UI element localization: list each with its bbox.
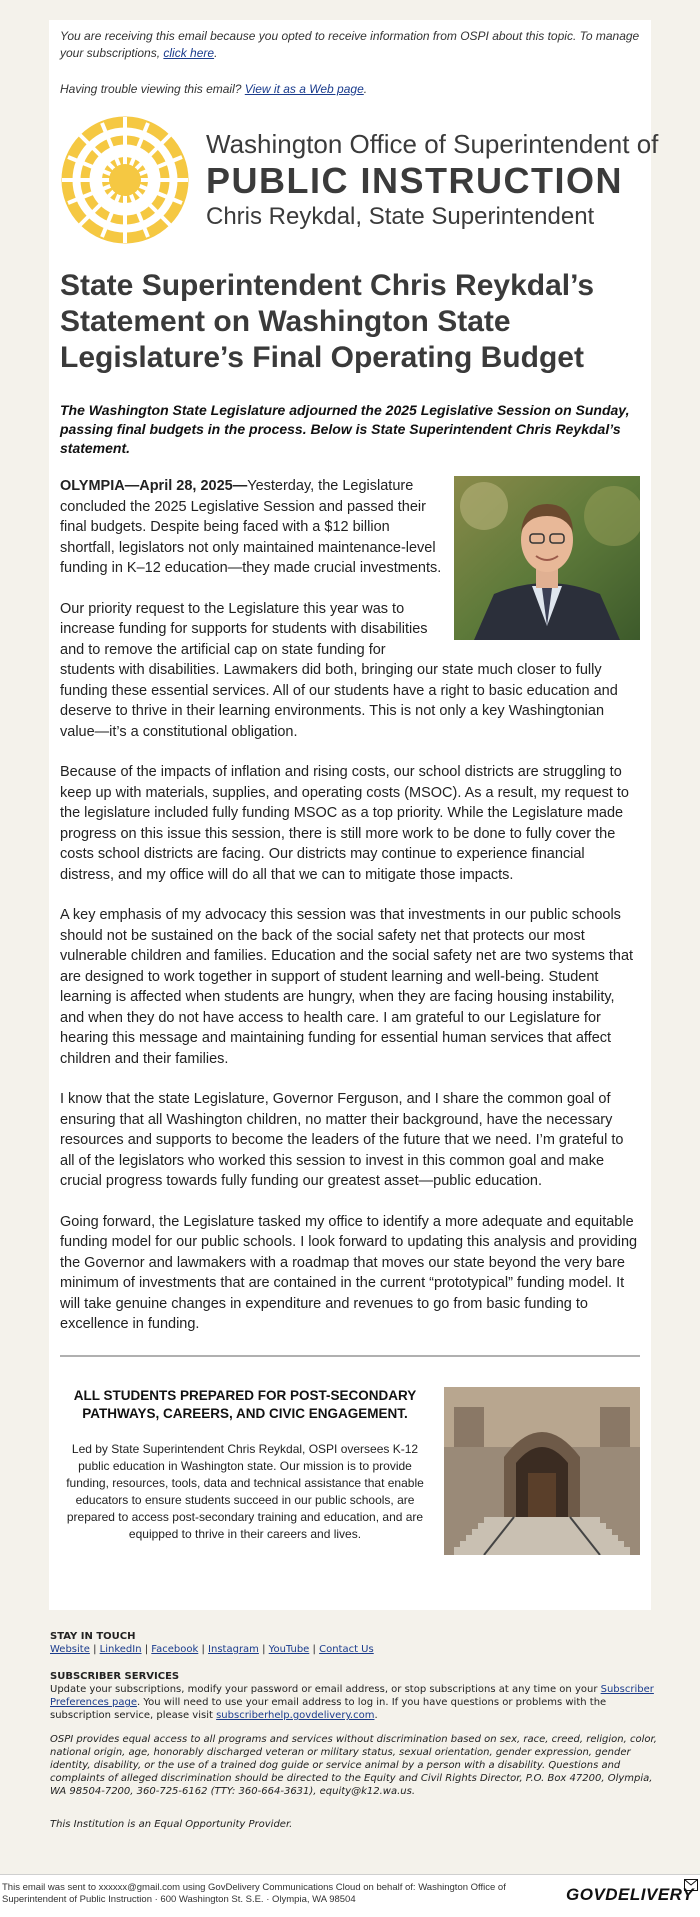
stay-in-touch-heading: STAY IN TOUCH (50, 1631, 136, 1642)
dateline: OLYMPIA—April 28, 2025— (60, 478, 248, 494)
about-title: ALL STUDENTS PREPARED FOR POST-SECONDARY PATHWAYS, CAREERS, AND CIVIC ENGAGEMENT. (73, 1387, 417, 1421)
nondiscrimination-statement: OSPI provides equal access to all programs and services without discrimination based on sex, race, creed, religion, color, national origin, age, honorably discharged veteran or military status, sexual orientation, gender expression, gender identity, disability, or the use of a trained dog guide or service animal by a person with a disability. Questions and complaints of alleged discrimination should be directed to the Equity and Civil Rights Director, P.O. Box 47200, Olympia, WA 98504-7200, 360-725-6162 (TTY: 360-664-3631), equity@k12.wa.us. (50, 1734, 657, 1797)
subscriber-text: . (374, 1710, 378, 1721)
sent-to-notice: This email was sent to xxxxxx@gmail.com using GovDelivery Communications Cloud on behalf of: Washington Office of Superintendent of Public Instruction · 600 Washington St. S.E. · Olympia, WA 98504 (2, 1882, 506, 1905)
instagram-link[interactable]: Instagram (208, 1644, 259, 1655)
logo-line-main: PUBLIC INSTRUCTION (206, 160, 623, 201)
trouble-viewing (60, 81, 640, 98)
subscriber-text: Update your subscriptions, modify your password or email address, or stop subscriptions at any time on your (50, 1684, 598, 1695)
govdelivery-bar (0, 1874, 700, 1917)
govdelivery-logo: GOVDELIVERY (566, 1885, 694, 1904)
subscription-notice (60, 28, 640, 62)
link-separator: | (93, 1644, 97, 1655)
website-link[interactable]: Website (50, 1644, 90, 1655)
ospi-logo (60, 115, 659, 245)
period: . (363, 82, 368, 96)
subscriber-services (50, 1670, 660, 1722)
logo-wordmark (206, 128, 658, 232)
article-paragraph-3: Because of the impacts of inflation and rising costs, our school districts are struggling to keep up with materials, supplies, and operating costs (MSOC). As a result, my request to the legislature included fully funding MSOC as a top priority. While the Legislature made progress on this issue this session, there is still more work to be done to fully cover the costs school districts are facing. Our districts may continue to experience financial distress, and my office will do all that we can to mitigate those impacts. (60, 764, 629, 883)
youtube-link[interactable]: YouTube (268, 1644, 310, 1655)
article-body (60, 476, 640, 1335)
email-card (49, 20, 659, 1610)
superintendent-portrait (454, 476, 640, 640)
linkedin-link[interactable]: LinkedIn (99, 1644, 142, 1655)
ospi-seal-icon (60, 115, 190, 245)
period: . (214, 46, 218, 60)
link-separator: | (144, 1644, 149, 1655)
equal-opportunity-statement: This Institution is an Equal Opportunity Provider. (50, 1819, 293, 1830)
link-separator: | (201, 1644, 205, 1655)
paragraph-text: Yesterday, the Legislature concluded the 2025 Legislative Session and passed their final budgets. Despite being faced with a $12 billion shortfall, legislators not only maintained maintenance-level funding in K–12 education—they made crucial investments. (60, 478, 442, 576)
subscriber-text: . You will need to use your email address to log in. If you have questions or problems with the subscription service, please visit (50, 1697, 607, 1721)
subscription-text: You are receiving this email because you opted to receive information from OSPI about this topic. To manage your subscriptions, (60, 29, 640, 60)
logo-line-agency: Washington Office of Superintendent of (206, 129, 659, 159)
divider (60, 1355, 640, 1357)
contact-us-link[interactable]: Contact Us (319, 1644, 374, 1655)
subscriber-help-link[interactable]: subscriberhelp.govdelivery.com (216, 1710, 375, 1721)
view-web-page-link[interactable]: View it as a Web page (244, 82, 364, 96)
headline: State Superintendent Chris Reykdal’s Statement on Washington State Legislature’s Final Operating Budget (60, 269, 595, 374)
email-footer (50, 1630, 660, 1831)
article-paragraph-5: I know that the state Legislature, Governor Ferguson, and I share the common goal of ensuring that all Washington children, no matter their background, have the necessary resources and supports to become the leaders of the future that we need. I’m grateful to all of the legislators who worked this session to invest in this common goal and make crucial progress towards fully funding our greatest asset—public education. (60, 1091, 624, 1189)
subscriber-services-heading: SUBSCRIBER SERVICES (50, 1671, 180, 1682)
article-paragraph-2: Our priority request to the Legislature this year was to increase funding for supports for students with disabilities and to remove the artificial cap on state funding for students with disabilities. Lawmakers did both, bringing our state much closer to fully funding these essential services. All of our students have a right to basic education and deserve to thrive in their learning environments. This is not only a key Washingtonian value—it’s a constitutional obligation. (60, 600, 618, 740)
subscriber-services-text (50, 1683, 660, 1722)
lede: The Washington State Legislature adjourned the 2025 Legislative Session on Sunday, passing final budgets in the process. Below is State Superintendent Chris Reykdal’s statement. (60, 402, 630, 456)
logo-line-superintendent: Chris Reykdal, State Superintendent (206, 203, 595, 230)
about-body: Led by State Superintendent Chris Reykdal, OSPI oversees K-12 public education in Washington state. Our mission is to provide funding, resources, tools, data and technical assistance that enable educators to ensure students succeed in our public schools, are prepared to access post-secondary training and education, and are equipped to thrive in their careers and lives. (66, 1441, 424, 1541)
about-ospi (60, 1387, 640, 1555)
subscriber-preferences-link[interactable]: Subscriber Preferences page (50, 1684, 654, 1708)
facebook-link[interactable]: Facebook (151, 1644, 199, 1655)
article-paragraph-4: A key emphasis of my advocacy this session was that investments in our public schools should not be sustained on the back of the social safety net that protects our most vulnerable children and families. Education and the social safety net are two systems that are designed to work together in support of student learning and well-being. Student learning is affected when students are hungry, when they are facing housing instability, and when they do not have access to health care. I am grateful to our Legislature for hearing this message and maintaining funding for essential human services that affect children and their families. (60, 907, 634, 1067)
social-links (50, 1643, 660, 1656)
article-paragraph-6: Going forward, the Legislature tasked my office to identify a more adequate and equitable funding model for our public schools. I look forward to updating this analysis and providing the Governor and lawmakers with a roadmap that moves our state beyond the very bare minimum of investments that are contained in the current “prototypical” funding model. It will take genuine changes in expenditure and revenues to go from basic funding to excellence in funding. (60, 1213, 638, 1332)
link-separator: | (312, 1644, 316, 1655)
manage-subscriptions-link[interactable]: click here (163, 46, 215, 60)
building-entrance-photo (444, 1387, 640, 1555)
link-separator: | (262, 1644, 266, 1655)
about-text (60, 1387, 430, 1555)
trouble-text: Having trouble viewing this email? (60, 82, 242, 96)
